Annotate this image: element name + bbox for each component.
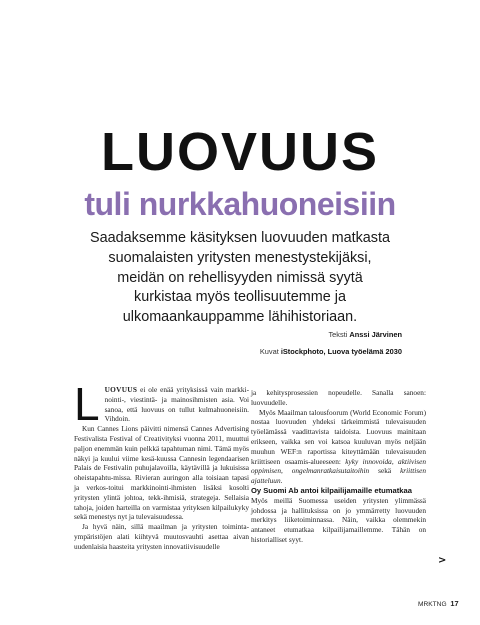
text-credit-author: Anssi Järvinen bbox=[349, 330, 402, 339]
body-paragraph: ja kehitysprosessien nopeudelle. Sanalla sanoen: luovuudelle. bbox=[251, 388, 426, 407]
drop-cap: L bbox=[74, 378, 100, 430]
section-subhead: Oy Suomi Ab antoi kilpailijamaille etumatkaa bbox=[251, 485, 412, 495]
lead-line: Saadaksemme käsityksen luovuuden matkasta bbox=[90, 230, 390, 246]
lead-line: suomalaisten yritysten menestystekijäksi, bbox=[108, 249, 372, 266]
text-credit bbox=[0, 330, 402, 339]
page-folio bbox=[418, 599, 459, 608]
lead-line: meidän on rehellisyyden nimissä syytä bbox=[117, 269, 363, 286]
lead-line: ulkomaankauppamme lähihistoriaan. bbox=[122, 309, 358, 326]
photo-credit-label: Kuvat bbox=[259, 347, 279, 356]
photo-credit-source: iStockphoto, Luova työelämä 2030 bbox=[280, 347, 402, 356]
lead-in-word: UOVUUS bbox=[104, 385, 138, 394]
continue-arrow-icon: > bbox=[438, 555, 447, 566]
publication-name: MRKTNG bbox=[418, 601, 447, 608]
page-number: 17 bbox=[450, 599, 459, 608]
emphasis-text: kyky innovoida, aktiivisen oppimisen, ongelmanratkaisutaitoihin bbox=[251, 456, 427, 476]
body-paragraph bbox=[74, 378, 250, 430]
body-paragraph: Kun Cannes Lions päivitti nimensä Cannes Advertising Festivalista Festival of Creativityksi vuonna 2011, muuttui paljon enemmän kuin pelkkä tapahtuman nimi. Tämä myös näkyi ja kuului viime kesä-kuussa Cannesin legendaarisen Palais de Festivalin puhujalavoilla, käytävillä ja lukuisissa oheistapahtu-missa. Rivieran auringon alla toisiaan tapasi ja verkos-toitui markkinointi-ihmisten lisäksi kosolti yritysten ylintä johtoa, tekk-ihmisiä, strategeja. Sellaisia tahoja, joiden harteilla on varmistaa yrityksen kilpailukyky sekä menestys nyt ja tulevaisuudessa. bbox=[74, 424, 249, 522]
body-paragraph bbox=[251, 408, 426, 486]
body-text: Myös Maailman talousfoorum (World Economic Forum) nostaa luovuuden yhdeksi tärkeimmistä tulevaisuuden työelämässä vaadittavista taidoista. Luovuus mainitaan erikseen, vaikka sen voi katsoa kuuluvan myös neljään muuhun WEF:n raportissa kiteyttämään tulevaisuuden kriittiseen osaamis-alueeseen: bbox=[251, 407, 426, 466]
emphasis-text: kriittisen ajatteluun. bbox=[251, 466, 427, 486]
text-credit-label: Teksti bbox=[328, 330, 348, 339]
lead-line: kurkistaa myös teollisuutemme ja bbox=[134, 289, 346, 306]
headline-title: LUOVUUS bbox=[100, 122, 379, 182]
body-text: sekä bbox=[378, 466, 392, 476]
body-column-right bbox=[251, 388, 426, 545]
body-paragraph: Myös meillä Suomessa useiden yritysten ylimmässä johdossa ja hallituksissa on jo ymmärretty luovuuden merkitys liiketoiminnassa. Näin, vaikka olemmekin antaneet etumatkaa kilpailijamaillemme. Tähän on historialliset syyt. bbox=[251, 495, 426, 544]
photo-credit bbox=[0, 347, 402, 356]
body-column-left bbox=[74, 378, 250, 552]
headline-subtitle: tuli nurkkahuoneisiin bbox=[84, 186, 396, 222]
lead-paragraph bbox=[70, 229, 410, 328]
body-paragraph: Ja hyvä näin, sillä maailman ja yritysten toiminta-ympäristöjen alati kiihtyvä muutosvauhti asettaa aivan uudenlaisia haasteita yritysten innovatiivisuudelle bbox=[74, 522, 249, 551]
body-text: ei ole enää yrityksissä vain markki-nointi-, viestintä- ja mainosihmisten asia. Voi sanoa, että luovuus on tullut kulmahuoneisiin. Vihdoin. bbox=[104, 385, 250, 424]
